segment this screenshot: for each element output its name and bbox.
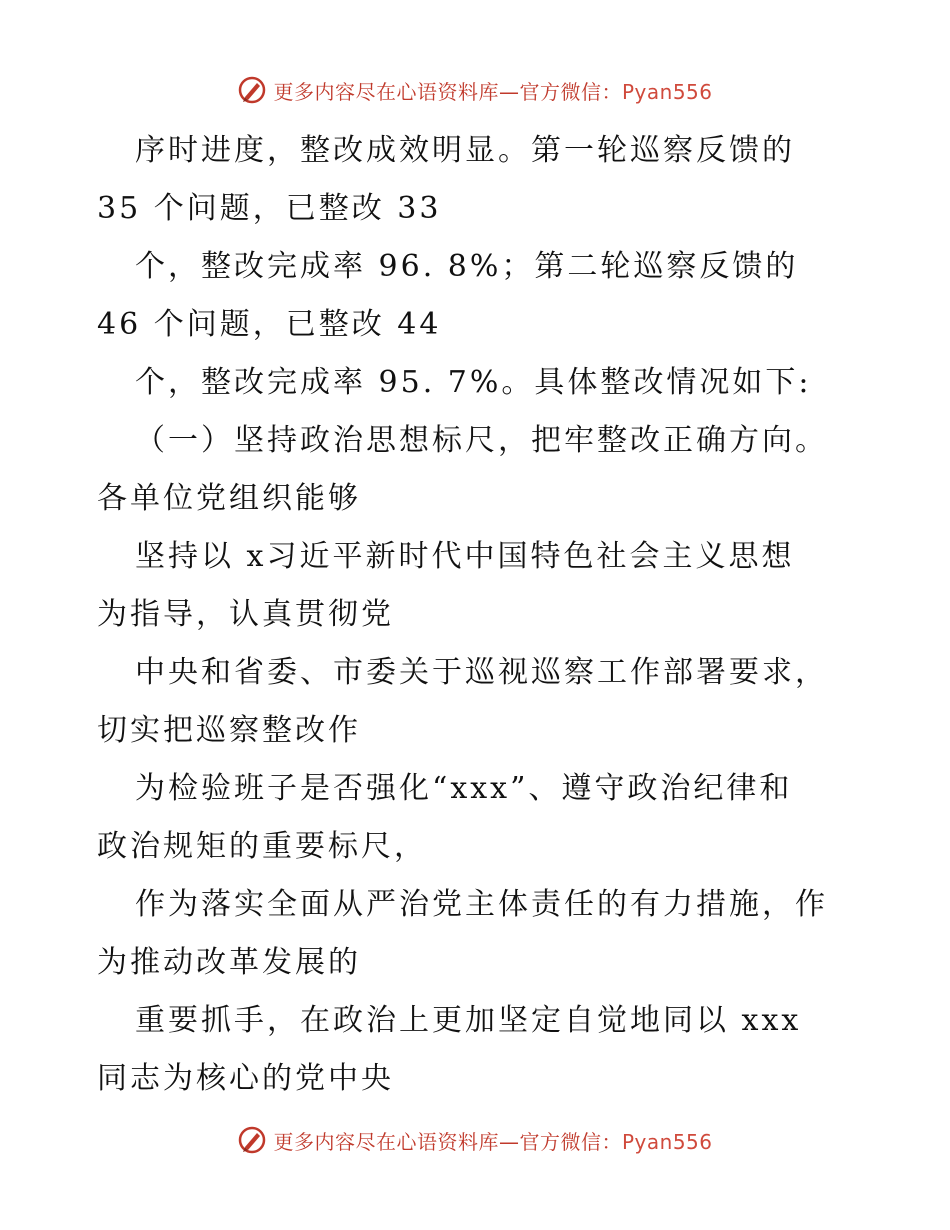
body-line: 序时进度，整改成效明显。第一轮巡察反馈的 — [135, 133, 795, 168]
body-line: 各单位党组织能够 — [97, 481, 361, 516]
body-line: 重要抓手，在政治上更加坚定自觉地同以 xxx — [135, 1003, 802, 1038]
footer-banner-text: 更多内容尽在心语资料库 — [273, 1129, 499, 1154]
body-line: 坚持以 x习近平新时代中国特色社会主义思想 — [135, 539, 795, 574]
header-banner-account-id: Pyan556 — [621, 79, 713, 104]
body-line: 个，整改完成率 96. 8%；第二轮巡察反馈的 — [135, 249, 799, 284]
section-heading: （一）坚持政治思想标尺，把牢整改正确方向。 — [135, 423, 828, 458]
body-line: 为推动改革发展的 — [97, 945, 361, 980]
body-line: 作为落实全面从严治党主体责任的有力措施，作 — [135, 887, 828, 922]
body-line: 46 个问题，已整改 44 — [97, 307, 442, 342]
document-body — [97, 122, 857, 1108]
footer-banner-dash: — — [498, 1129, 520, 1154]
body-line: 为指导，认真贯彻党 — [97, 597, 394, 632]
header-banner-text: 更多内容尽在心语资料库 — [273, 79, 499, 104]
header-banner-dash: — — [498, 79, 520, 104]
body-line: 为检验班子是否强化“xxx”、遵守政治纪律和 — [135, 771, 793, 806]
header-banner — [0, 70, 950, 110]
pen-logo-icon — [237, 75, 267, 105]
footer-banner-account-id: Pyan556 — [621, 1129, 713, 1154]
pen-logo-icon — [237, 1125, 267, 1155]
footer-banner-account-label: 官方微信： — [519, 1129, 622, 1154]
body-line: 个，整改完成率 95. 7%。具体整改情况如下: — [135, 365, 812, 400]
body-line: 中央和省委、市委关于巡视巡察工作部署要求， — [135, 655, 828, 690]
header-banner-account-label: 官方微信： — [519, 79, 622, 104]
footer-banner — [0, 1120, 950, 1160]
body-line: 政治规矩的重要标尺， — [97, 829, 427, 864]
body-line: 35 个问题，已整改 33 — [97, 191, 442, 226]
body-line: 切实把巡察整改作 — [97, 713, 361, 748]
body-line: 同志为核心的党中央 — [97, 1061, 394, 1096]
